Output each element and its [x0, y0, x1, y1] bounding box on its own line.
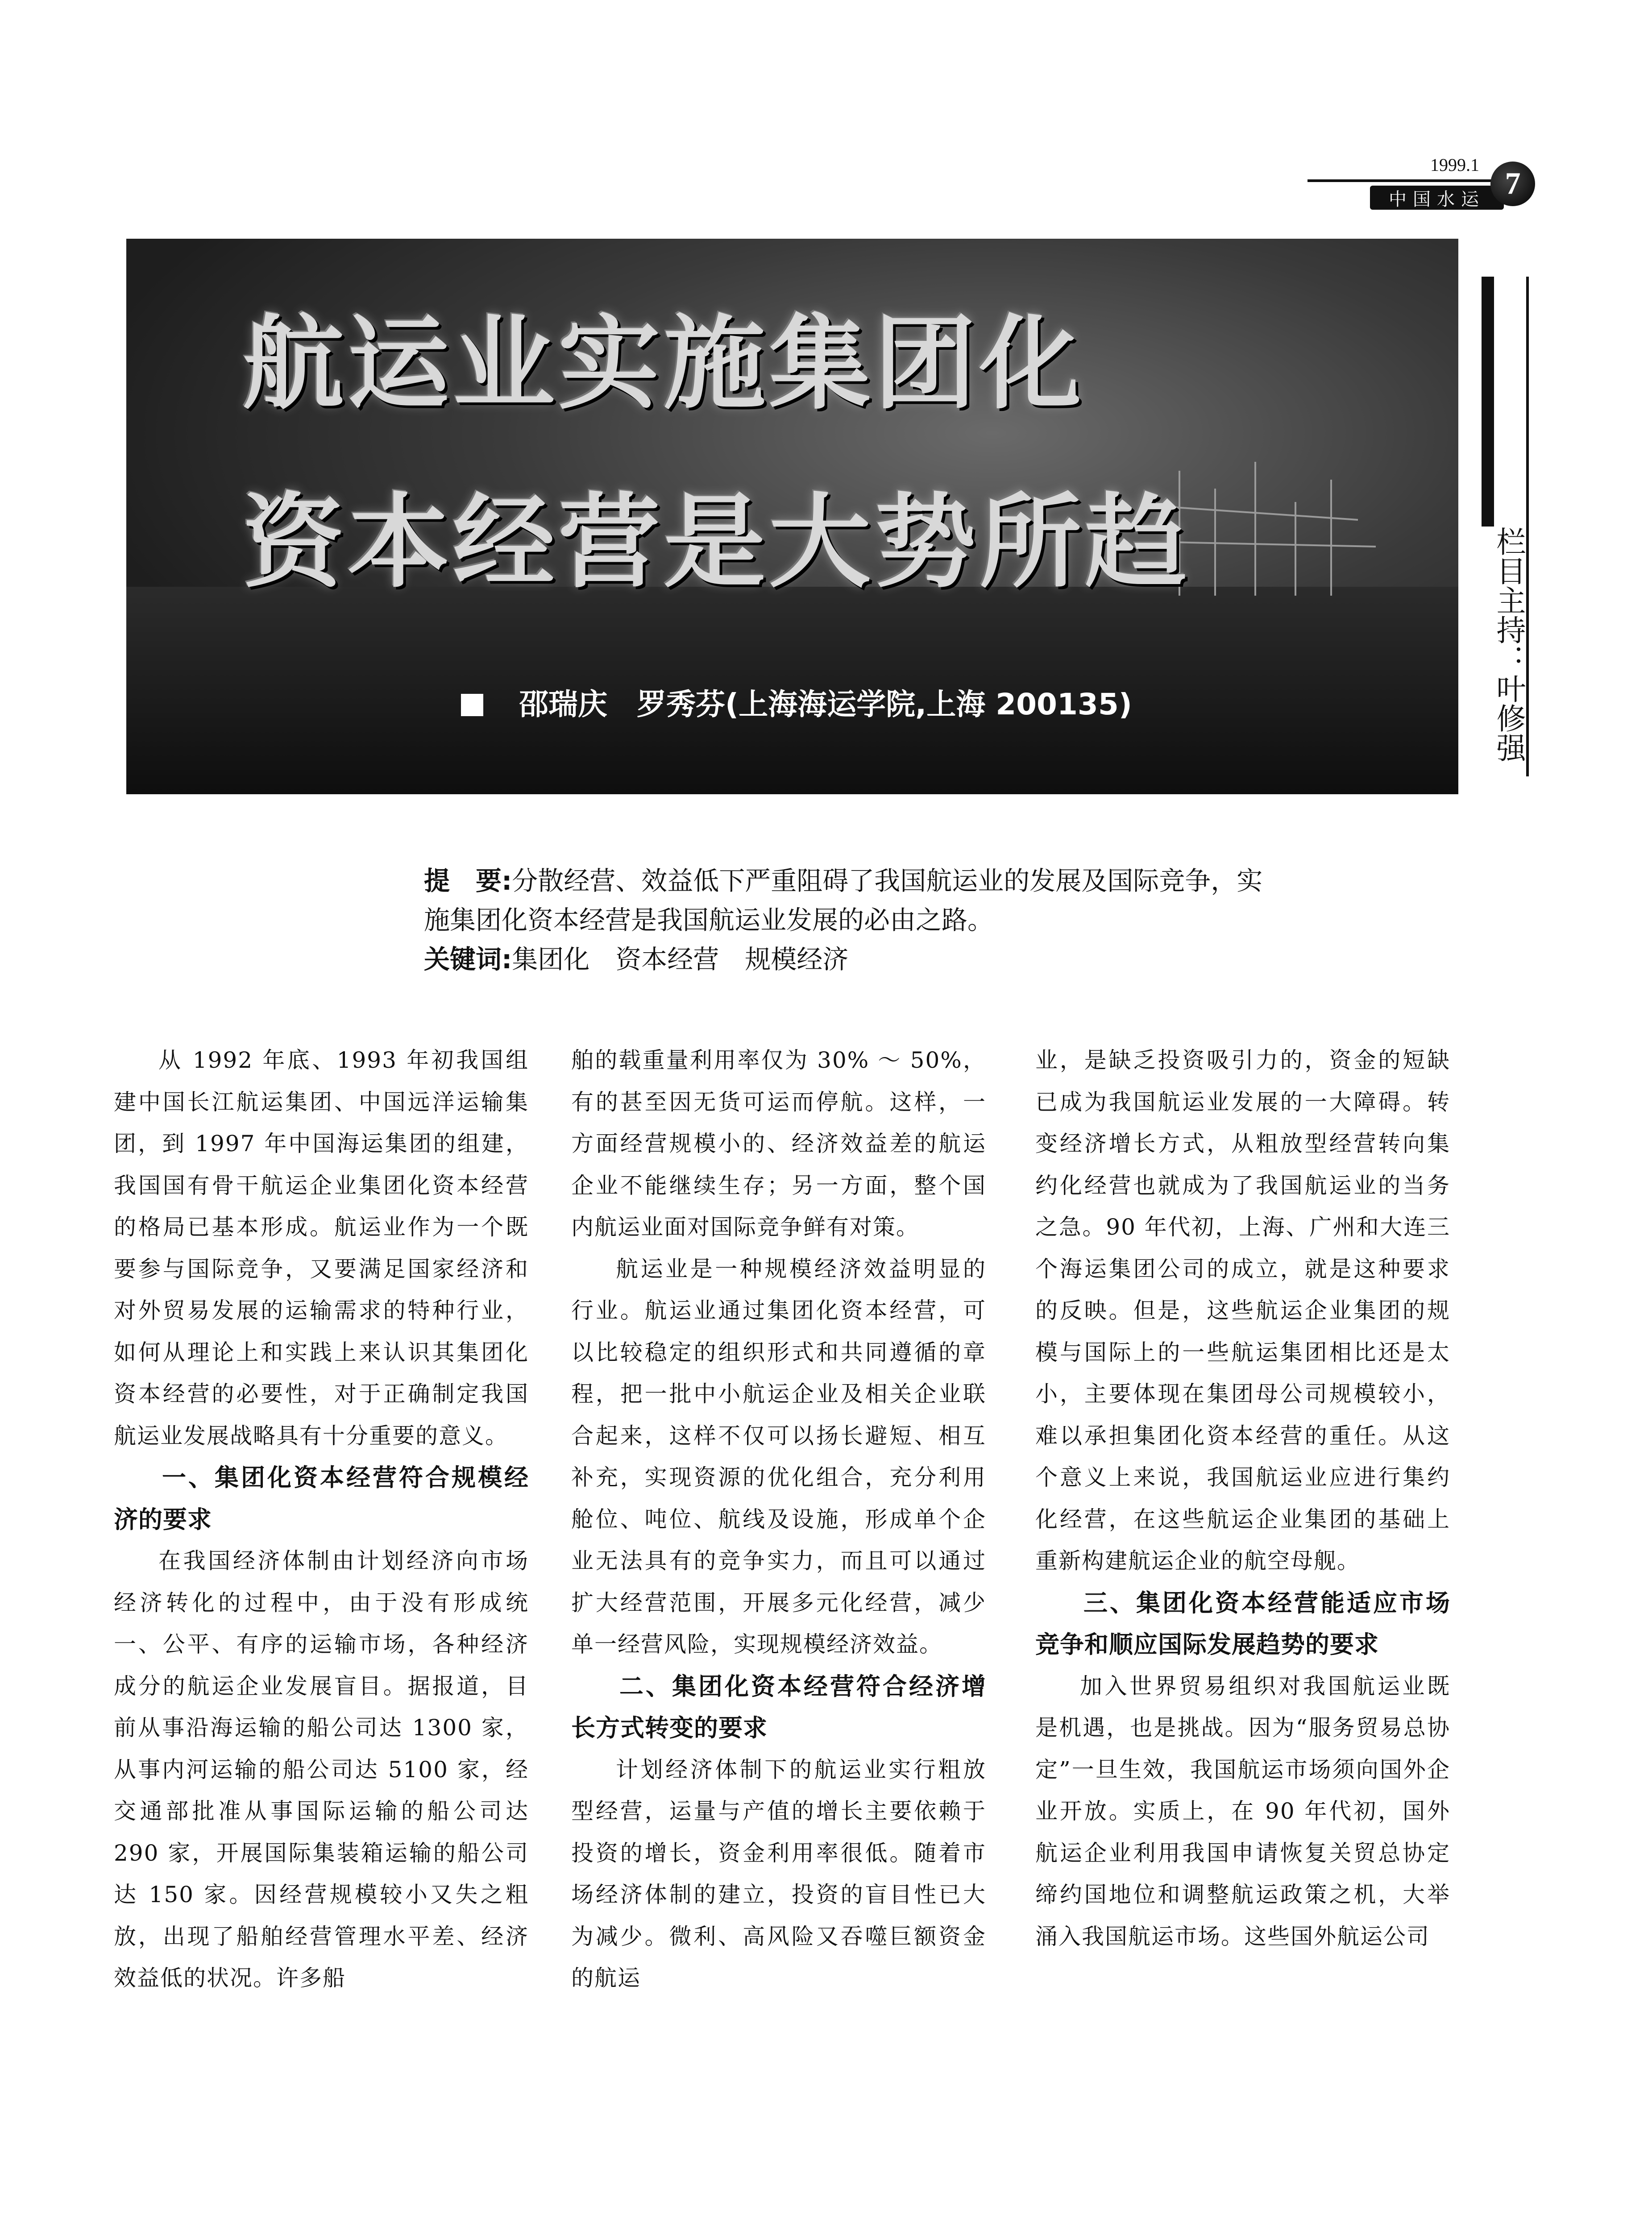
- section-heading-3: 三、集团化资本经营能适应市场竞争和顺应国际发展趋势的要求: [1035, 1588, 1450, 1659]
- body-column-1: [114, 1040, 529, 1999]
- paragraph: 航运业是一种规模经济效益明显的行业。航运业通过集团化资本经营，可以比较稳定的组织形式和共同遵循的章程，把一批中小航运企业及相关企业联合起来，这样不仅可以扬长避短、相互补充，实现资源的优化组合，充分利用舱位、吨位、航线及设施，形成单个企业无法具有的竞争实力，而且可以通过扩大经营范围，开展多元化经营，减少单一经营风险，实现规模经济效益。: [571, 1256, 986, 1657]
- hero-banner: [126, 239, 1458, 794]
- badge-rule: [1307, 179, 1517, 182]
- page-number: 7: [1490, 162, 1535, 206]
- keywords-line: [424, 940, 1366, 979]
- paragraph: 在我国经济体制由计划经济向市场经济转化的过程中，由于没有形成统一、公平、有序的运输市场，各种经济成分的航运企业发展盲目。据报道，目前从事沿海运输的船公司达 1300 家，从事内河运输的船公司达 5100 家，经交通部批准从事国际运输的船公司达 290 家，开展国际集装箱运输的船公司达 150 家。因经营规模较小又失之粗放，出现了船舶经营管理水平差、经济效益低的状况。许多船: [114, 1548, 529, 1991]
- byline: [461, 680, 1398, 723]
- page-badge: [1307, 152, 1540, 214]
- bullet-square-icon: [461, 694, 483, 716]
- magazine-name: 中国水运: [1370, 186, 1504, 210]
- keywords-text: 集团化 资本经营 规模经济: [512, 944, 849, 975]
- paragraph: 从 1992 年底、1993 年初我国组建中国长江航运集团、中国远洋运输集团，到 1997 年中国海运集团的组建，我国国有骨干航运企业集团化资本经营的格局已基本形成。航运业作为一个既要参与国际竞争，又要满足国家经济和对外贸易发展的运输需求的特种行业，如何从理论上和实践上来认识其集团化资本经营的必要性，对于正确制定我国航运业发展战略具有十分重要的意义。: [114, 1047, 529, 1449]
- summary-text-1: 分散经营、效益低下严重阻碍了我国航运业的发展及国际竞争，实: [512, 866, 1263, 896]
- host-bar: [1482, 277, 1494, 527]
- keywords-label: 关键词:: [424, 944, 512, 975]
- article-title: [242, 274, 1447, 631]
- body-column-3: [1035, 1040, 1450, 1957]
- section-heading-1: 一、集团化资本经营符合规模经济的要求: [114, 1464, 529, 1534]
- paragraph: 加入世界贸易组织对我国航运业既是机遇，也是挑战。因为“服务贸易总协定”一旦生效，我国航运市场须向国外企业开放。实质上，在 90 年代初，国外航运企业利用我国申请恢复关贸总协定缔约国地位和调整航运政策之机，大举涌入我国航运市场。这些国外航运公司: [1035, 1673, 1450, 1949]
- section-heading-2: 二、集团化资本经营符合经济增长方式转变的要求: [571, 1672, 986, 1742]
- title-line-2: 资本经营是大势所趋: [242, 483, 1190, 601]
- authors-affiliation: 邵瑞庆 罗秀芬(上海海运学院,上海 200135): [519, 687, 1132, 722]
- column-host: [1482, 277, 1535, 776]
- body-column-2: [571, 1040, 986, 1999]
- paragraph: 舶的载重量利用率仅为 30% ～ 50%，有的甚至因无货可运而停航。这样，一方面经营规模小的、经济效益差的航运企业不能继续生存；另一方面，整个国内航运业面对国际竞争鲜有对策。: [571, 1047, 986, 1240]
- summary-text-2: 施集团化资本经营是我国航运业发展的必由之路。: [424, 905, 994, 935]
- issue-date: 1999.1: [1430, 155, 1479, 175]
- title-line-1: 航运业实施集团化: [242, 304, 1085, 423]
- abstract: [424, 861, 1366, 979]
- paragraph: 计划经济体制下的航运业实行粗放型经营，运量与产值的增长主要依赖于投资的增长，资金利用率很低。随着市场经济体制的建立，投资的盲目性已大为减少。微利、高风险又吞噬巨额资金的航运: [571, 1756, 986, 1991]
- paragraph: 业，是缺乏投资吸引力的，资金的短缺已成为我国航运业发展的一大障碍。转变经济增长方式，从粗放型经营转向集约化经营也就成为了我国航运业的当务之急。90 年代初，上海、广州和大连三个海运集团公司的成立，就是这种要求的反映。但是，这些航运企业集团的规模与国际上的一些航运集团相比还是太小，主要体现在集团母公司规模较小，难以承担集团化资本经营的重任。从这个意义上来说，我国航运业应进行集约化经营，在这些航运企业集团的基础上重新构建航运企业的航空母舰。: [1035, 1047, 1450, 1574]
- host-rule: [1526, 277, 1529, 776]
- summary-line-1: [424, 861, 1366, 900]
- summary-label: 提 要:: [424, 866, 512, 896]
- column-host-text: 栏目主持：叶修强: [1491, 527, 1526, 762]
